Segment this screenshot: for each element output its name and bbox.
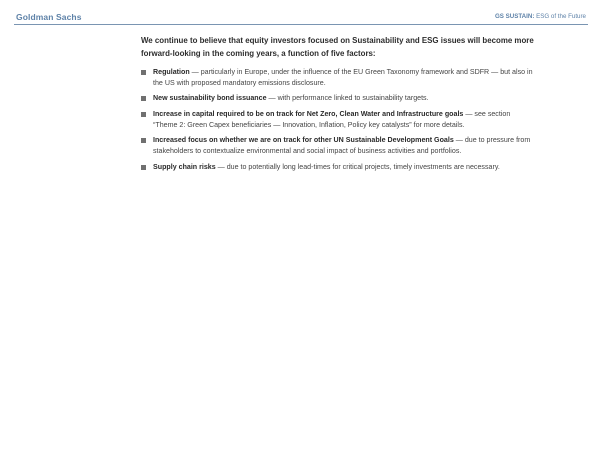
factor-text: — with performance linked to sustainability targets.: [266, 94, 429, 103]
factor-text-continued: stakeholders to contextualize environmental and social impact of business activities and portfolios.: [153, 147, 462, 156]
report-title-text: ESG of the Future: [536, 13, 586, 20]
main-content: [141, 35, 561, 177]
factor-title: Increase in capital required to be on track for Net Zero, Clean Water and Infrastructure goals: [153, 109, 464, 118]
factor-text-continued: “Theme 2: Green Capex beneficiaries — Innovation, Inflation, Policy key catalysts” for more details.: [153, 120, 465, 129]
report-title-prefix: GS SUSTAIN:: [494, 13, 535, 20]
square-bullet-icon: [141, 70, 146, 75]
factor-text: — see section: [463, 109, 511, 118]
list-item: [141, 67, 561, 89]
report-title: [495, 13, 586, 20]
list-item: [141, 135, 561, 157]
factor-text: — due to potentially long lead-times for critical projects, timely investments are necessary.: [215, 162, 500, 171]
factor-title: Increased focus on whether we are on track for other UN Sustainable Development Goals: [153, 136, 454, 145]
factor-title: Regulation: [153, 68, 190, 76]
intro-line-2: forward-looking in the coming years, a function of five factors:: [141, 48, 376, 58]
list-item: [141, 93, 561, 104]
factor-text: — particularly in Europe, under the influence of the EU Green Taxonomy framework and SDFR — but also in: [189, 68, 533, 76]
intro-paragraph: [141, 35, 561, 60]
factor-text-continued: the US with proposed mandatory emissions disclosure.: [153, 78, 326, 87]
list-item: [141, 162, 561, 173]
list-item: [141, 109, 561, 131]
intro-line-1: We continue to believe that equity investors focused on Sustainability and ESG issues will become more: [141, 36, 534, 45]
factor-text: — due to pressure from: [453, 136, 531, 145]
square-bullet-icon: [141, 165, 146, 170]
square-bullet-icon: [141, 138, 146, 143]
brand-name: Goldman Sachs: [16, 12, 82, 22]
square-bullet-icon: [141, 112, 146, 117]
factor-list: [141, 67, 561, 173]
factor-title: New sustainability bond issuance: [153, 94, 267, 103]
square-bullet-icon: [141, 96, 146, 101]
factor-title: Supply chain risks: [153, 162, 216, 171]
page-header: [14, 10, 588, 25]
